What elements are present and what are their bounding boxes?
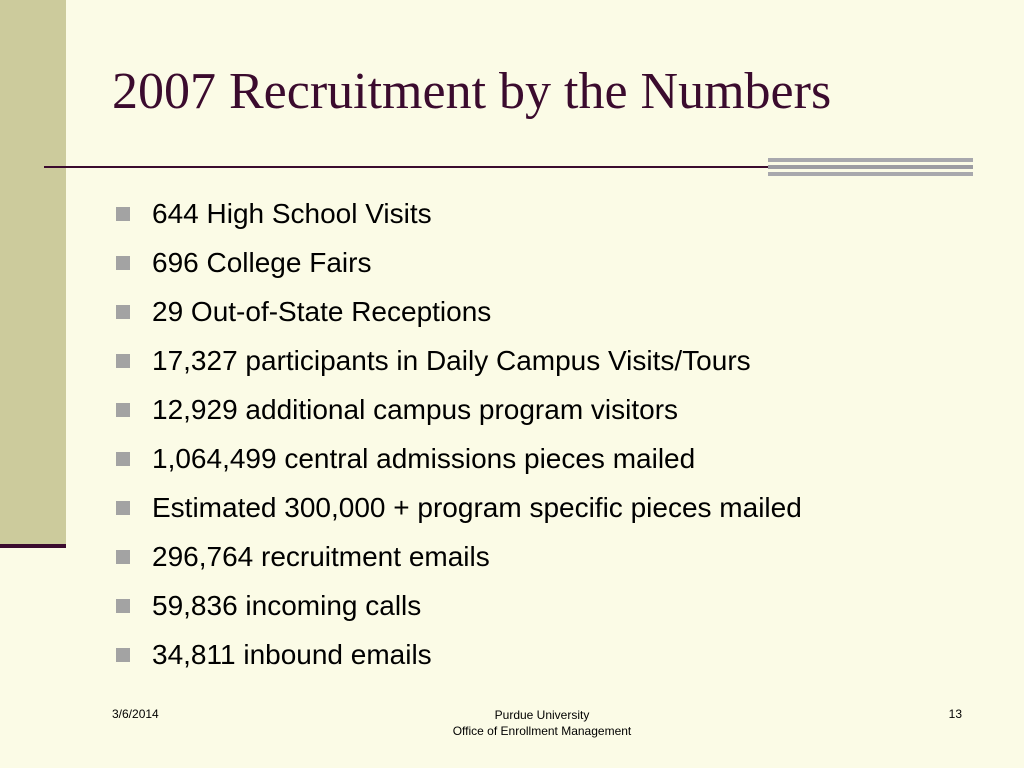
title-underline <box>44 166 774 168</box>
bullet-square-icon <box>116 550 130 564</box>
decorative-bar-top <box>768 158 973 162</box>
decorative-bar-bottom <box>768 172 973 176</box>
bullet-square-icon <box>116 599 130 613</box>
footer-date: 3/6/2014 <box>112 707 159 721</box>
bullet-text: 34,811 inbound emails <box>152 639 432 671</box>
list-item <box>116 434 802 483</box>
decorative-bars <box>768 158 973 179</box>
bullet-text: 1,064,499 central admissions pieces mailed <box>152 443 696 475</box>
list-item <box>116 287 802 336</box>
bullet-text: 12,929 additional campus program visitors <box>152 393 679 425</box>
bullet-text: 296,764 recruitment emails <box>152 541 490 573</box>
bullet-text: Estimated 300,000 + program specific pieces mailed <box>152 492 802 524</box>
decorative-bar-middle <box>768 165 973 169</box>
list-item <box>116 238 802 287</box>
list-item <box>116 631 802 680</box>
list-item <box>116 533 802 582</box>
footer-org-line2: Office of Enrollment Management <box>452 724 632 738</box>
bullet-square-icon <box>116 354 130 368</box>
bullet-text: 29 Out-of-State Receptions <box>152 295 492 327</box>
bullet-text: 644 High School Visits <box>152 197 432 229</box>
list-item <box>116 582 802 631</box>
bullet-square-icon <box>116 501 130 515</box>
bullet-text: 17,327 participants in Daily Campus Visits/Tours <box>152 344 751 376</box>
bullet-square-icon <box>116 305 130 319</box>
left-accent-line <box>0 544 66 548</box>
page-number: 13 <box>948 707 962 721</box>
bullet-square-icon <box>116 207 130 221</box>
left-decorative-strip <box>0 0 66 547</box>
list-item <box>116 385 802 434</box>
bullet-square-icon <box>116 452 130 466</box>
bullet-text: 59,836 incoming calls <box>152 590 422 622</box>
list-item <box>116 484 802 533</box>
footer-organization <box>392 707 692 739</box>
bullet-square-icon <box>116 256 130 270</box>
slide-title: 2007 Recruitment by the Numbers <box>112 63 832 120</box>
bullet-square-icon <box>116 403 130 417</box>
bullet-square-icon <box>116 648 130 662</box>
bullet-text: 696 College Fairs <box>152 246 372 278</box>
bullet-list <box>116 189 802 680</box>
list-item <box>116 189 802 238</box>
list-item <box>116 336 802 385</box>
footer-org-line1: Purdue University <box>494 708 590 722</box>
